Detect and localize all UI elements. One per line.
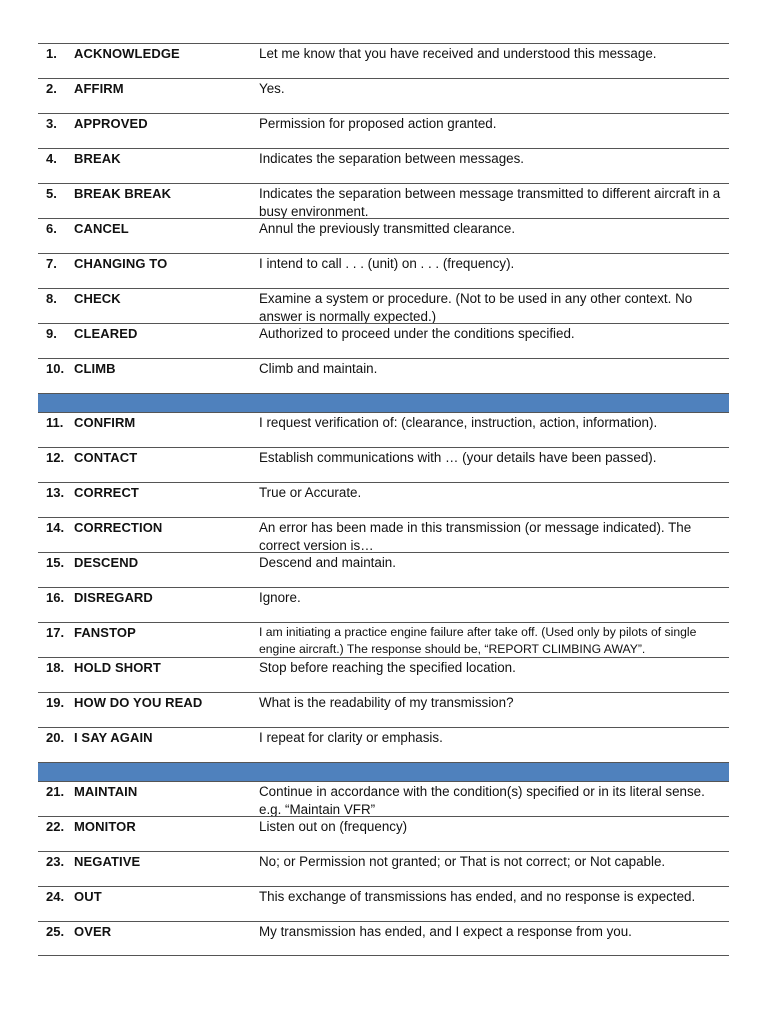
- item-number: 17.: [46, 625, 65, 640]
- phrase-meaning: Annul the previously transmitted clearance.: [259, 221, 516, 236]
- table-row: [38, 886, 729, 921]
- phrase-term: CLEARED: [74, 326, 138, 341]
- phrase-meaning: Yes.: [259, 81, 285, 96]
- item-number: 5.: [46, 186, 57, 201]
- phrase-meaning: An error has been made in this transmission (or message indicated). The correct version is…: [259, 520, 692, 553]
- phrase-term: CANCEL: [74, 221, 129, 236]
- table-row: [38, 447, 729, 482]
- phrase-term: CHANGING TO: [74, 256, 168, 271]
- phrase-meaning: What is the readability of my transmission?: [259, 695, 514, 710]
- phrase-meaning: I intend to call . . . (unit) on . . . (frequency).: [259, 256, 515, 271]
- item-number: 22.: [46, 819, 65, 834]
- item-number: 8.: [46, 291, 57, 306]
- table-row: [38, 358, 729, 393]
- phrase-term: FANSTOP: [74, 625, 136, 640]
- phrase-term: CORRECT: [74, 485, 139, 500]
- item-number: 13.: [46, 485, 65, 500]
- item-number: 10.: [46, 361, 65, 376]
- phrase-term: MONITOR: [74, 819, 136, 834]
- phrase-term: AFFIRM: [74, 81, 124, 96]
- phrase-meaning: Ignore.: [259, 590, 301, 605]
- phrase-term: NEGATIVE: [74, 854, 141, 869]
- section-divider-bar: [38, 762, 729, 781]
- phrase-meaning: Continue in accordance with the condition(s) specified or in its literal sense. e.g. “Maintain VFR”: [259, 784, 705, 817]
- item-number: 20.: [46, 730, 65, 745]
- table-row: [38, 587, 729, 622]
- phrase-meaning: Indicates the separation between message transmitted to different aircraft in a busy environment.: [259, 186, 721, 219]
- phraseology-table: [38, 43, 729, 956]
- item-number: 14.: [46, 520, 65, 535]
- phrase-meaning: I request verification of: (clearance, instruction, action, information).: [259, 415, 658, 430]
- table-row: [38, 727, 729, 762]
- phrase-meaning: Listen out on (frequency): [259, 819, 408, 834]
- phrase-term: CONTACT: [74, 450, 138, 465]
- item-number: 24.: [46, 889, 65, 904]
- phrase-meaning: I am initiating a practice engine failure after take off. (Used only by pilots of single engine aircraft.) The response should be, “REPORT CLIMBING AWAY”.: [259, 625, 697, 656]
- table-row: [38, 657, 729, 692]
- phrase-meaning: Permission for proposed action granted.: [259, 116, 497, 131]
- phrase-meaning: Climb and maintain.: [259, 361, 378, 376]
- table-row: [38, 323, 729, 358]
- table-row: [38, 288, 729, 323]
- phrase-term: DESCEND: [74, 555, 139, 570]
- phrase-meaning: Stop before reaching the specified location.: [259, 660, 516, 675]
- item-number: 3.: [46, 116, 57, 131]
- table-row: [38, 148, 729, 183]
- table-row: [38, 183, 729, 218]
- phrase-term: CHECK: [74, 291, 121, 306]
- phrase-term: APPROVED: [74, 116, 148, 131]
- phrase-meaning: Indicates the separation between messages.: [259, 151, 525, 166]
- phrase-term: BREAK BREAK: [74, 186, 172, 201]
- phrase-term: BREAK: [74, 151, 121, 166]
- table-row: [38, 781, 729, 816]
- phrase-term: I SAY AGAIN: [74, 730, 153, 745]
- phrase-meaning: This exchange of transmissions has ended, and no response is expected.: [259, 889, 696, 904]
- phrase-term: HOLD SHORT: [74, 660, 161, 675]
- item-number: 25.: [46, 924, 65, 939]
- phrase-meaning: Establish communications with … (your details have been passed).: [259, 450, 657, 465]
- item-number: 23.: [46, 854, 65, 869]
- table-row: [38, 622, 729, 657]
- item-number: 2.: [46, 81, 57, 96]
- table-row: [38, 482, 729, 517]
- item-number: 12.: [46, 450, 65, 465]
- item-number: 6.: [46, 221, 57, 236]
- phrase-term: CONFIRM: [74, 415, 136, 430]
- phrase-term: OVER: [74, 924, 112, 939]
- phrase-term: CORRECTION: [74, 520, 163, 535]
- table-row: [38, 78, 729, 113]
- item-number: 7.: [46, 256, 57, 271]
- phrase-meaning: Examine a system or procedure. (Not to be used in any other context. No answer is normally expected.): [259, 291, 693, 324]
- item-number: 11.: [46, 415, 64, 430]
- table-row: [38, 218, 729, 253]
- section-divider-bar: [38, 393, 729, 412]
- item-number: 19.: [46, 695, 65, 710]
- item-number: 1.: [46, 46, 57, 61]
- table-row: [38, 816, 729, 851]
- phrase-meaning: I repeat for clarity or emphasis.: [259, 730, 443, 745]
- item-number: 15.: [46, 555, 65, 570]
- item-number: 18.: [46, 660, 65, 675]
- table-row: [38, 253, 729, 288]
- item-number: 21.: [46, 784, 65, 799]
- table-row: [38, 43, 729, 78]
- item-number: 16.: [46, 590, 65, 605]
- phrase-meaning: My transmission has ended, and I expect a response from you.: [259, 924, 632, 939]
- phrase-meaning: True or Accurate.: [259, 485, 362, 500]
- table-row: [38, 851, 729, 886]
- phrase-meaning: Let me know that you have received and understood this message.: [259, 46, 657, 61]
- phrase-term: OUT: [74, 889, 102, 904]
- phrase-meaning: No; or Permission not granted; or That is not correct; or Not capable.: [259, 854, 666, 869]
- phrase-term: HOW DO YOU READ: [74, 695, 203, 710]
- item-number: 4.: [46, 151, 57, 166]
- phrase-meaning: Descend and maintain.: [259, 555, 396, 570]
- table-row: [38, 692, 729, 727]
- table-row: [38, 921, 729, 956]
- phrase-term: CLIMB: [74, 361, 116, 376]
- phrase-term: ACKNOWLEDGE: [74, 46, 180, 61]
- phrase-term: DISREGARD: [74, 590, 153, 605]
- phrase-term: MAINTAIN: [74, 784, 138, 799]
- phrase-meaning: Authorized to proceed under the conditions specified.: [259, 326, 575, 341]
- table-row: [38, 412, 729, 447]
- table-row: [38, 552, 729, 587]
- table-row: [38, 517, 729, 552]
- table-row: [38, 113, 729, 148]
- item-number: 9.: [46, 326, 57, 341]
